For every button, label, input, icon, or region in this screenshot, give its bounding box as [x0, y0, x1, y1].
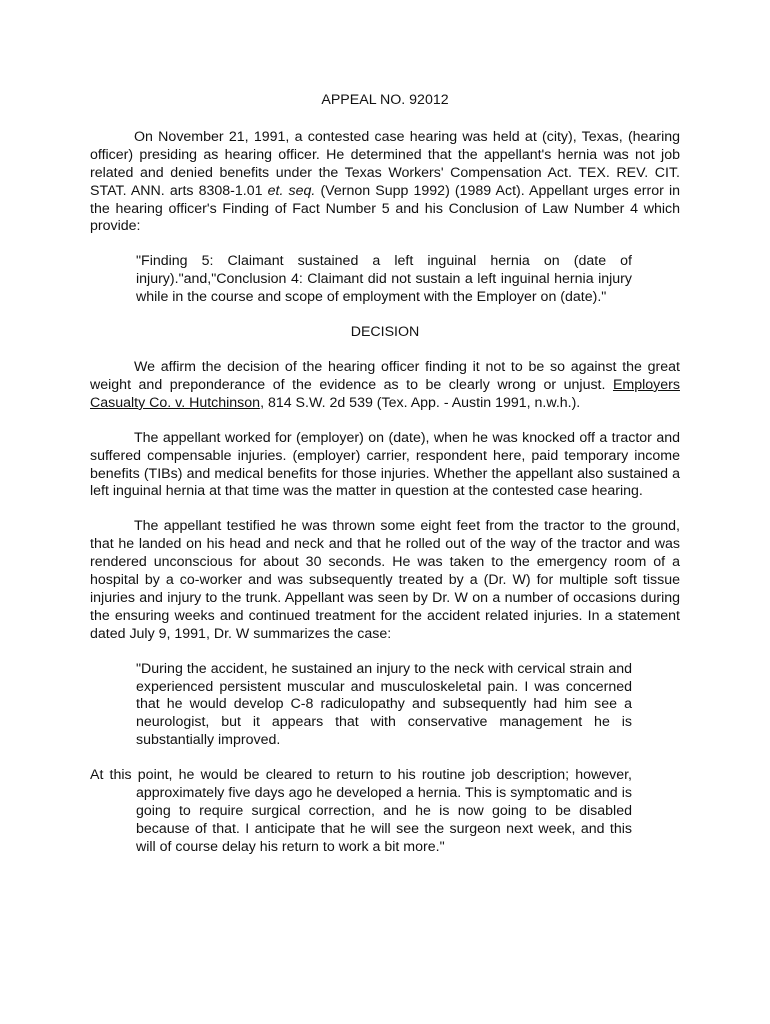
- document-page: [90, 92, 680, 857]
- italic-et-seq: et. seq.: [267, 182, 316, 199]
- paragraph-hearing-summary: [90, 129, 680, 236]
- case-citation: Employers Casualty Co. v. Hutchinson: [90, 376, 680, 411]
- paragraph-decision-part-2: , 814 S.W. 2d 539 (Tex. App. - Austin 1991, n.w.h.).: [260, 394, 581, 411]
- paragraph-decision: [90, 359, 680, 413]
- paragraph-hearing-summary-part-2: (Vernon Supp 1992) (1989 Act). Appellant urges error in the hearing officer's Finding of Fact Number 5 and his Conclusion of Law Number 4 which provide:: [90, 182, 680, 235]
- decision-heading: DECISION: [350, 324, 420, 341]
- paragraph-testimony: The appellant testified he was thrown some eight feet from the tractor to the ground, that he landed on his head and neck and that he rolled out of the way of the tractor and was rendered unconscious for about 30 seconds. He was taken to the emergency room of a hospital by a co-worker and was subsequently treated by a (Dr. W) for multiple soft tissue injuries and injury to the trunk. Appellant was seen by Dr. W on a number of occasions during the ensuring weeks and continued treatment for the accident related injuries. In a statement dated July 9, 1991, Dr. W summarizes the case:: [90, 518, 680, 642]
- quoted-finding-conclusion: "Finding 5: Claimant sustained a left inguinal hernia on (date of injury)."and,"Conclusion 4: Claimant did not sustain a left inguinal hernia injury while in the course and scope of employment with the Employer on (date).": [136, 253, 632, 306]
- paragraph-hearing-summary-part-1: On November 21, 1991, a contested case hearing was held at (city), Texas, (hearing officer) presiding as hearing officer. He determined that the appellant's hernia was not job related and denied benefits under the Texas Workers' Compensation Act. TEX. REV. CIT. STAT. ANN. arts 8308-1.01: [90, 128, 680, 199]
- document-title: APPEAL NO. 92012: [321, 92, 449, 108]
- quoted-statement-part-1: "During the accident, he sustained an injury to the neck with cervical strain and experienced persistent muscular and musculoskeletal pain. I was concerned that he would develop C-8 radiculopathy and subsequently had him see a neurologist, but it appears that with conservative management he is substantially improved.: [136, 660, 632, 749]
- paragraph-decision-part-1: We affirm the decision of the hearing officer finding it not to be so against the great weight and preponderance of the evidence as to be clearly wrong or unjust.: [90, 358, 680, 393]
- paragraph-employment-injury: The appellant worked for (employer) on (date), when he was knocked off a tractor and suffered compensable injuries. (employer) carrier, respondent here, paid temporary income benefits (TIBs) and medical benefits for those injuries. Whether the appellant also sustained a left inguinal hernia at that time was the matter in question at the contested case hearing.: [90, 429, 680, 500]
- quoted-statement-part-2: At this point, he would be cleared to return to his routine job description; however, approximately five days ago he developed a hernia. This is symptomatic and is going to require surgical correction, and he is now going to be disabled because of that. I anticipate that he will see the surgeon next week, and this will of course delay his return to work a bit more.": [90, 767, 632, 855]
